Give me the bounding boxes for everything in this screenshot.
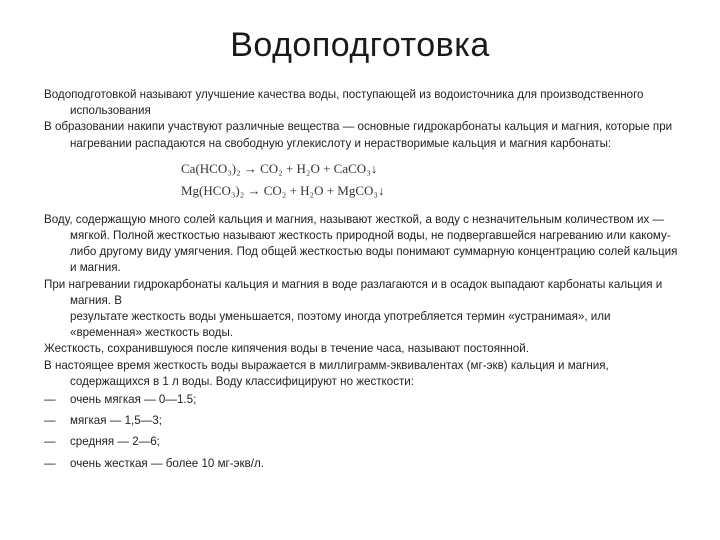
paragraph-classification: В настоящее время жесткость воды выражается в миллиграмм-эквивалентах (мг-экв) кальция и магния, содержащихся в 1 л воды. Воду классифицируют но жесткости: — [44, 358, 609, 388]
paragraph-permanent-hardness: Жесткость, сохранившуюся после кипячения воды в течение часа, называют постоянной. — [44, 342, 529, 356]
list-item-text: очень мягкая — 0—1.5; — [70, 393, 197, 407]
paragraph-heating-part1: При нагревании гидрокарбонаты кальция и магния в воде разлагаются и в осадок выпадают карбонаты кальция и магния. В — [44, 277, 663, 307]
paragraph-scale-formation: В образовании накипи участвуют различные вещества — основные гидрокарбонаты кальция и магния, которые при нагревании распадаются на свободную углекислоту и нерастворимые кальция и магния карбонаты: — [44, 120, 673, 150]
list-item — [44, 413, 684, 429]
list-item-text: средняя — 2—6; — [70, 435, 160, 449]
chemical-formulas — [181, 158, 684, 202]
slide-title: Водоподготовка — [230, 26, 490, 64]
paragraph-hardness-definition: Воду, содержащую много солей кальция и магния, называют жесткой, а воду с незначительным количеством их — мягкой. Полной жесткостью называют жесткость природной воды, не подвергавшейся нагреванию или какому-либо другому виду умягчения. Под общей жесткостью воды понимают суммарную концентрацию солей кальция и магния. — [44, 212, 678, 275]
classification-list — [44, 392, 684, 472]
list-item — [44, 434, 684, 450]
list-item — [44, 456, 684, 472]
list-dash: — — [44, 393, 56, 407]
list-dash: — — [44, 414, 56, 428]
list-item-text: мягкая — 1,5—3; — [70, 414, 162, 428]
list-item — [44, 392, 684, 408]
list-dash: — — [44, 456, 56, 470]
paragraph-definition: Водоподготовкой называют улучшение качества воды, поступающей из водоисточника для производственного использования — [44, 88, 644, 118]
slide-body — [44, 87, 684, 472]
formula-calcium: Ca(HCO₃)₂ → CO₂ + H₂O + CaCO₃↓ — [181, 160, 378, 176]
paragraph-heating-part2: результате жесткость воды уменьшается, поэтому иногда употребляется термин «устранимая», или «временная» жесткость воды. — [70, 310, 611, 340]
list-item-text: очень жесткая — более 10 мг-экв/л. — [70, 456, 264, 470]
formula-magnesium: Mg(HCO₃)₂ → CO₂ + H₂O + MgCO₃↓ — [181, 182, 385, 198]
list-dash: — — [44, 435, 56, 449]
